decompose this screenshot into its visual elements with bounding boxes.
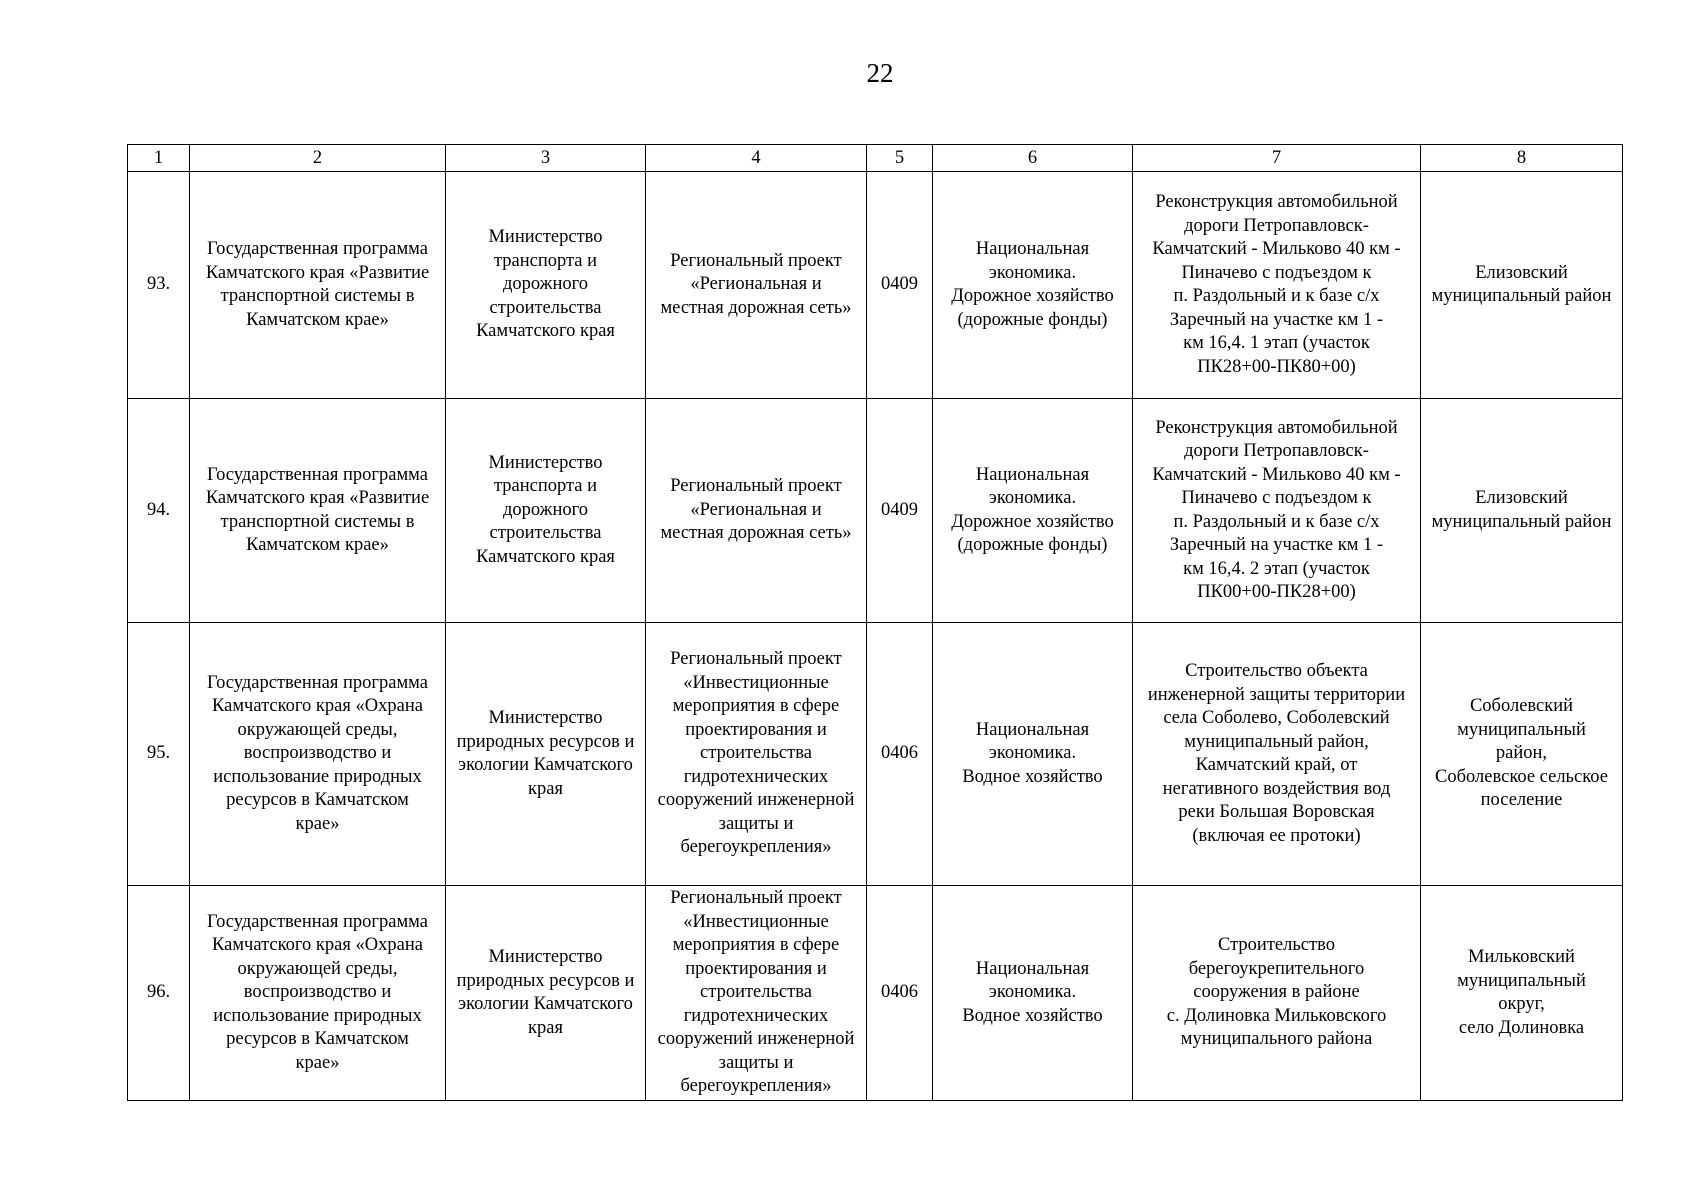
ministry-cell: Министерство транспорта и дорожного строительства Камчатского края (446, 172, 646, 399)
ministry-cell: Министерство природных ресурсов и экологии Камчатского края (446, 623, 646, 886)
column-header: 8 (1421, 145, 1623, 172)
program-cell: Государственная программа Камчатского края «Охрана окружающей среды, воспроизводство и использование природных ресурсов в Камчатском крае» (190, 623, 446, 886)
section-cell: Национальная экономика. Дорожное хозяйство (дорожные фонды) (933, 172, 1133, 399)
column-number-row (128, 145, 1623, 172)
program-cell: Государственная программа Камчатского края «Развитие транспортной системы в Камчатском крае» (190, 172, 446, 399)
column-header: 2 (190, 145, 446, 172)
table-row (128, 399, 1623, 623)
row-number-cell: 93. (128, 172, 190, 399)
municipality-cell: Мильковский муниципальный округ, село Долиновка (1421, 886, 1623, 1101)
column-header: 4 (646, 145, 867, 172)
table-row (128, 886, 1623, 1101)
municipality-cell: Соболевский муниципальный район, Соболевское сельское поселение (1421, 623, 1623, 886)
ministry-cell: Министерство природных ресурсов и экологии Камчатского края (446, 886, 646, 1101)
row-number-cell: 95. (128, 623, 190, 886)
municipality-cell: Елизовский муниципальный район (1421, 172, 1623, 399)
code-cell: 0406 (867, 886, 933, 1101)
document-table (127, 144, 1623, 1101)
row-number-cell: 94. (128, 399, 190, 623)
code-cell: 0409 (867, 399, 933, 623)
program-cell: Государственная программа Камчатского края «Развитие транспортной системы в Камчатском крае» (190, 399, 446, 623)
code-cell: 0406 (867, 623, 933, 886)
code-cell: 0409 (867, 172, 933, 399)
row-number-cell: 96. (128, 886, 190, 1101)
column-header: 1 (128, 145, 190, 172)
object-cell: Строительство объекта инженерной защиты территории села Соболево, Соболевский муниципальный район, Камчатский край, от негативного воздействия вод реки Большая Воровская (включая ее протоки) (1133, 623, 1421, 886)
project-cell: Региональный проект «Инвестиционные мероприятия в сфере проектирования и строительства гидротехнических сооружений инженерной защиты и берегоукрепления» (646, 886, 867, 1101)
municipality-cell: Елизовский муниципальный район (1421, 399, 1623, 623)
program-cell: Государственная программа Камчатского края «Охрана окружающей среды, воспроизводство и использование природных ресурсов в Камчатском крае» (190, 886, 446, 1101)
table-row (128, 172, 1623, 399)
column-header: 6 (933, 145, 1133, 172)
project-cell: Региональный проект «Региональная и местная дорожная сеть» (646, 172, 867, 399)
section-cell: Национальная экономика. Водное хозяйство (933, 886, 1133, 1101)
page-number: 22 (866, 58, 894, 88)
object-cell: Реконструкция автомобильной дороги Петропавловск- Камчатский - Мильково 40 км - Пиначево с подъездом к п. Раздольный и к базе с/х Заречный на участке км 1 - км 16,4. 2 этап (участок ПК00+00-ПК28+00) (1133, 399, 1421, 623)
ministry-cell: Министерство транспорта и дорожного строительства Камчатского края (446, 399, 646, 623)
object-cell: Строительство берегоукрепительного сооружения в районе с. Долиновка Мильковского муниципального района (1133, 886, 1421, 1101)
section-cell: Национальная экономика. Водное хозяйство (933, 623, 1133, 886)
table-row (128, 623, 1623, 886)
column-header: 5 (867, 145, 933, 172)
column-header: 7 (1133, 145, 1421, 172)
section-cell: Национальная экономика. Дорожное хозяйство (дорожные фонды) (933, 399, 1133, 623)
object-cell: Реконструкция автомобильной дороги Петропавловск- Камчатский - Мильково 40 км - Пиначево с подъездом к п. Раздольный и к базе с/х Заречный на участке км 1 - км 16,4. 1 этап (участок ПК28+00-ПК80+00) (1133, 172, 1421, 399)
project-cell: Региональный проект «Региональная и местная дорожная сеть» (646, 399, 867, 623)
project-cell: Региональный проект «Инвестиционные мероприятия в сфере проектирования и строительства гидротехнических сооружений инженерной защиты и берегоукрепления» (646, 623, 867, 886)
column-header: 3 (446, 145, 646, 172)
